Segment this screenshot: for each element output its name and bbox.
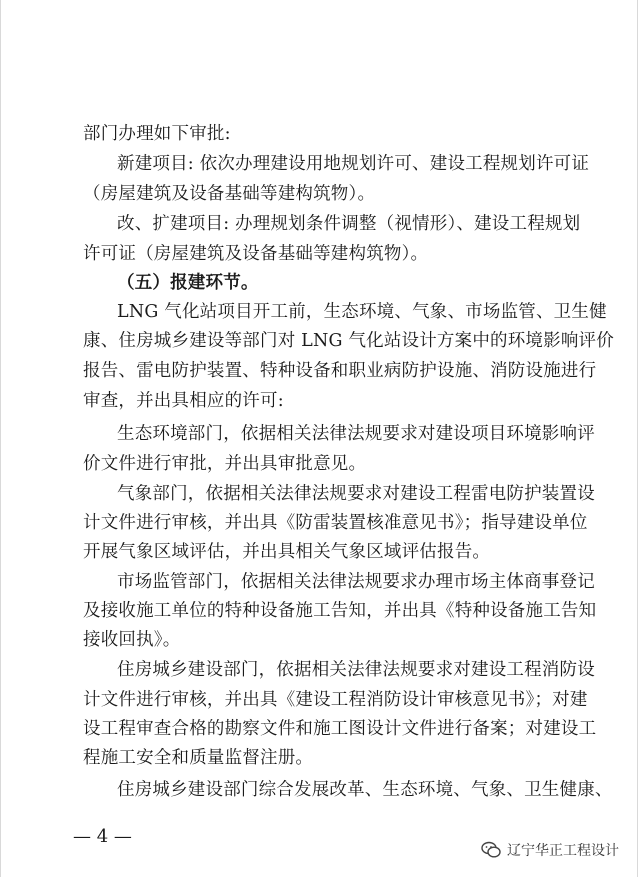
text-line: 及接收施工单位的特种设备施工告知，并出具《特种设备施工告知: [83, 601, 597, 621]
text-line: 计文件进行审核，并出具《防雷装置核准意见书》；指导建设单位: [83, 513, 588, 533]
text-line: 康、住房城乡建设等部门对 LNG 气化站设计方案中的环境影响评价: [83, 331, 614, 351]
text-line: 程施工安全和质量监督注册。: [83, 748, 314, 768]
watermark-text: 辽宁华正工程设计: [507, 843, 619, 859]
wechat-icon: [481, 841, 501, 859]
text-line: （房屋建筑及设备基础等建构筑物）。: [83, 184, 376, 204]
page-number: — 4 —: [73, 826, 132, 847]
text-line: 市场监管部门，依据相关法律法规要求办理市场主体商事登记: [117, 572, 595, 592]
text-line: 生态环境部门，依据相关法律法规要求对建设项目环境影响评: [117, 424, 595, 444]
text-line: 部门办理如下审批:: [83, 124, 231, 144]
text-line: 设工程审查合格的勘察文件和施工图设计文件进行备案；对建设工: [83, 719, 597, 739]
text-line: 住房城乡建设部门综合发展改革、生态环境、气象、卫生健康、: [117, 780, 613, 800]
section-heading: （五）报建环节。: [117, 273, 259, 293]
text-line: 计文件进行审核，并出具《建设工程消防设计审核意见书》；对建: [83, 690, 588, 710]
text-line: 住房城乡建设部门，依据相关法律法规要求对建设工程消防设: [117, 660, 595, 680]
text-line: 气象部门，依据相关法律法规要求对建设工程雷电防护装置设: [117, 484, 595, 504]
text-line: 新建项目: 依次办理建设用地规划许可、建设工程规划许可证: [117, 154, 590, 174]
text-line: 接收回执》。: [83, 630, 181, 650]
text-line: 报告、雷电防护装置、特种设备和职业病防护设施、消防设施进行: [83, 361, 597, 381]
text-line: 价文件进行审批，并出具审批意见。: [83, 454, 367, 474]
text-line: 开展气象区域评估，并出具相关气象区域评估报告。: [83, 542, 491, 562]
text-line: 审查，并出具相应的许可:: [83, 391, 284, 411]
text-line: 改、扩建项目: 办理规划条件调整（视情形）、建设工程规划: [117, 214, 581, 234]
text-line: 许可证（房屋建筑及设备基础等建构筑物）。: [83, 244, 429, 264]
text-line: LNG 气化站项目开工前，生态环境、气象、市场监管、卫生健: [117, 302, 607, 322]
watermark: [481, 840, 619, 860]
